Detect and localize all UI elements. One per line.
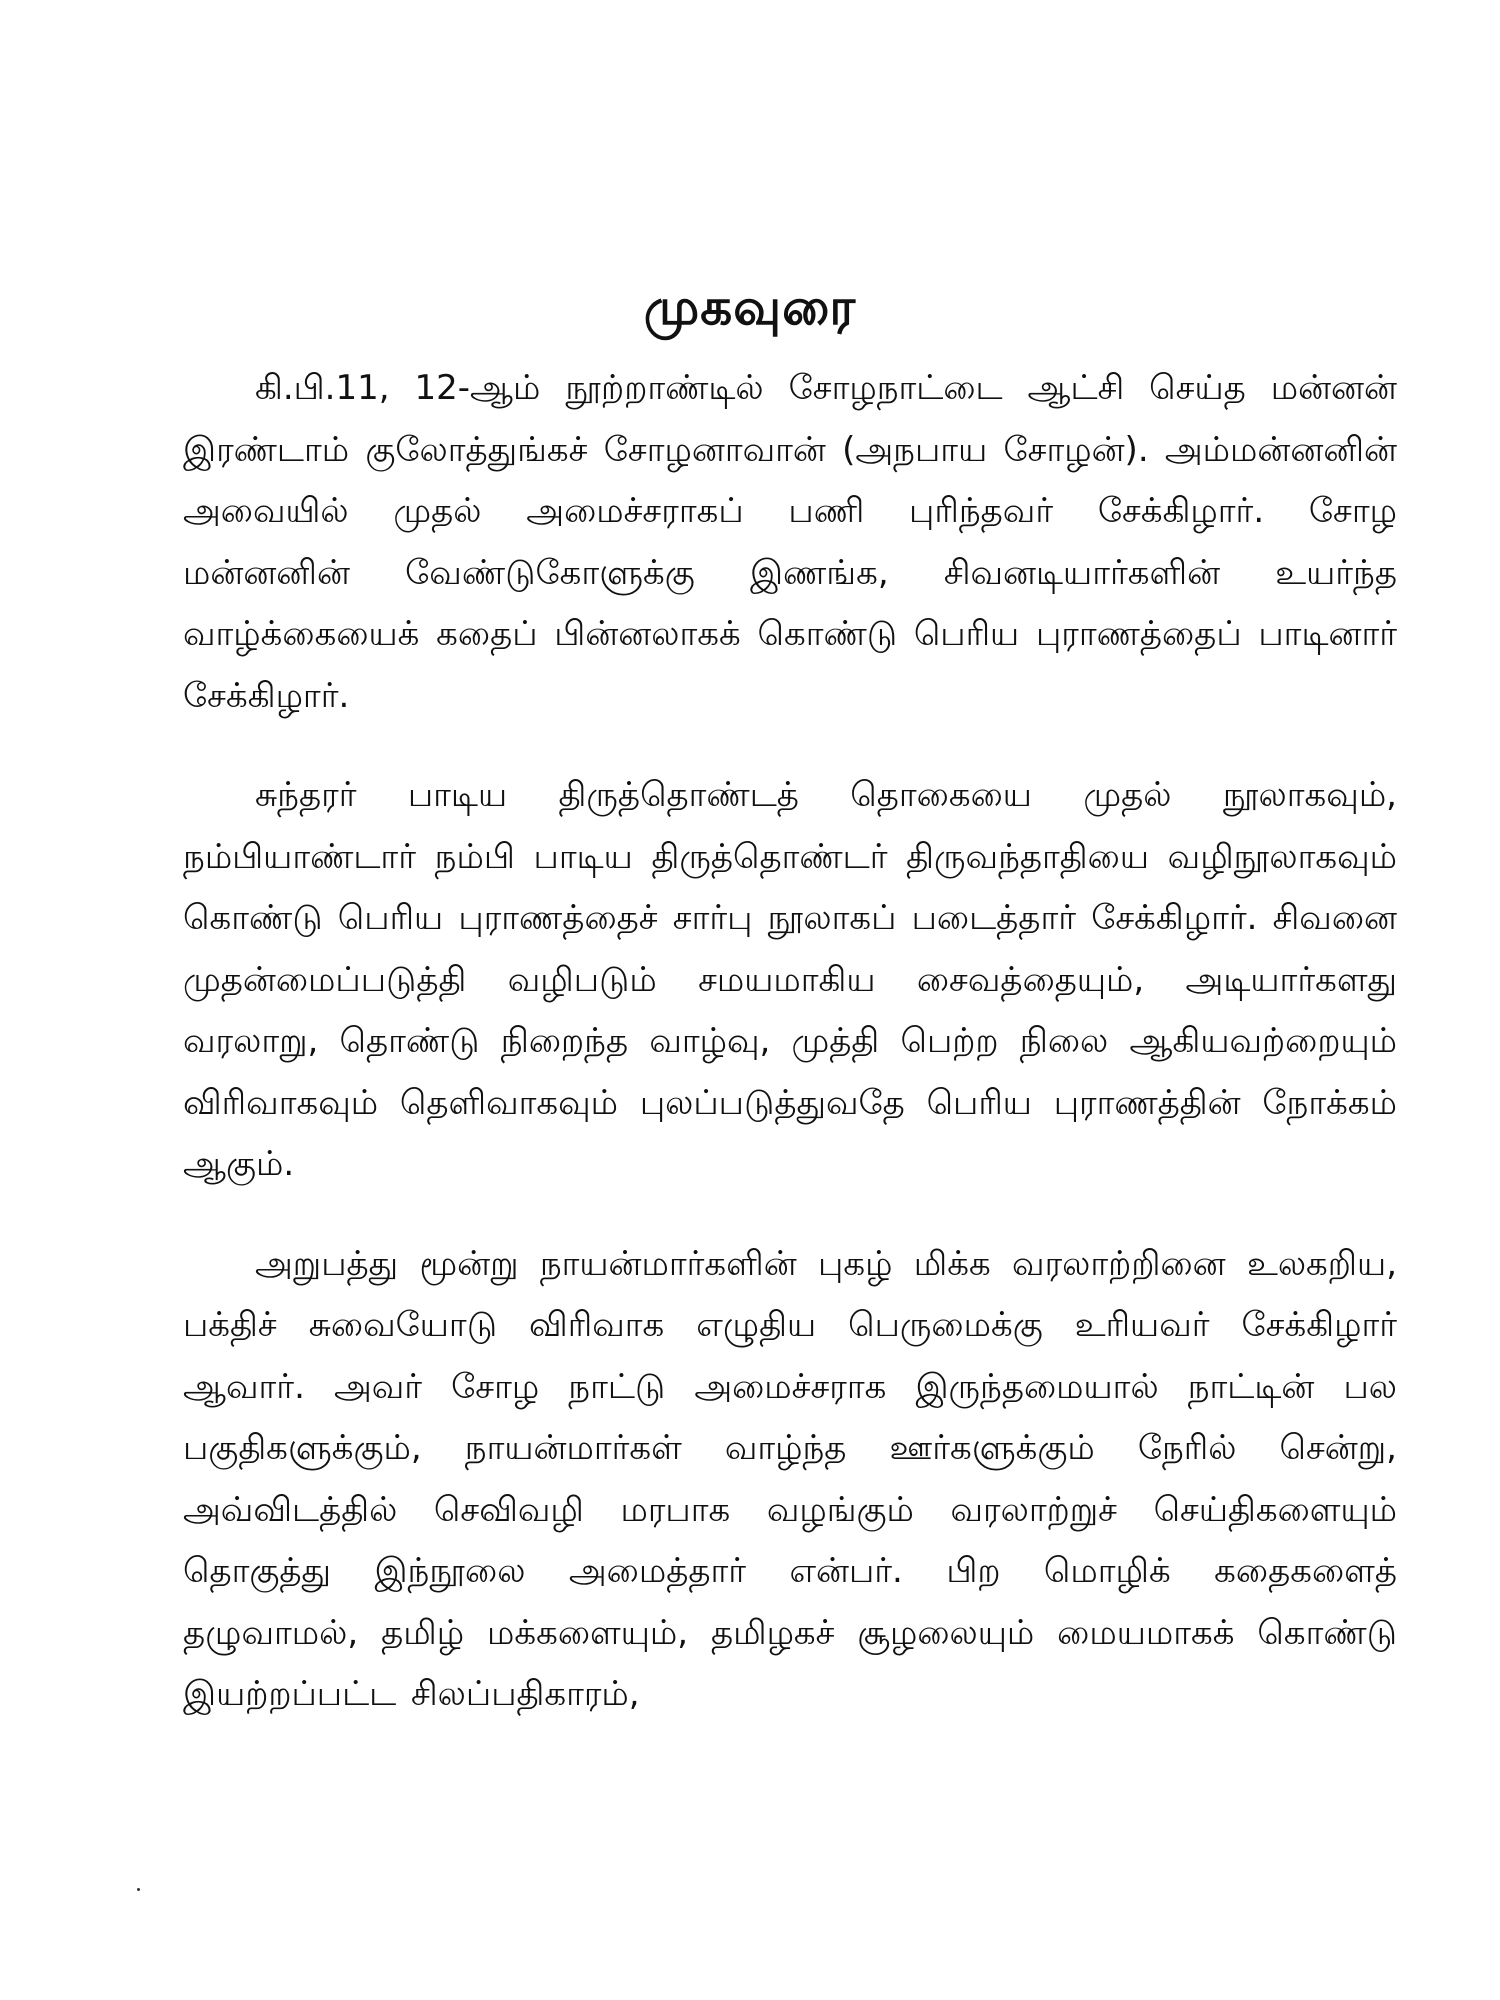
body-text: [183, 358, 1397, 1726]
page-title: முகவுரை: [643, 278, 857, 336]
paragraph-3: அறுபத்து மூன்று நாயன்மார்களின் புகழ் மிக்க வரலாற்றினை உலகறிய, பக்திச் சுவையோடு விரிவாக எழுதிய பெருமைக்கு உரியவர் சேக்கிழார் ஆவார். அவர் சோழ நாட்டு அமைச்சராக இருந்தமையால் நாட்டின் பல பகுதிகளுக்கும், நாயன்மார்கள் வாழ்ந்த ஊர்களுக்கும் நேரில் சென்று, அவ்விடத்தில் செவிவழி மரபாக வழங்கும் வரலாற்றுச் செய்திகளையும் தொகுத்து இந்நூலை அமைத்தார் என்பர். பிற மொழிக் கதைகளைத் தழுவாமல், தமிழ் மக்களையும், தமிழகச் சூழலையும் மையமாகக் கொண்டு இயற்றப்பட்ட சிலப்பதிகாரம்,: [183, 1243, 1397, 1714]
paragraph-2: சுந்தரர் பாடிய திருத்தொண்டத் தொகையை முதல் நூலாகவும், நம்பியாண்டார் நம்பி பாடிய திருத்தொண்டர் திருவந்தாதியை வழிநூலாகவும் கொண்டு பெரிய புராணத்தைச் சார்பு நூலாகப் படைத்தார் சேக்கிழார். சிவனை முதன்மைப்படுத்தி வழிபடும் சமயமாகிய சைவத்தையும், அடியார்களது வரலாறு, தொண்டு நிறைந்த வாழ்வு, முத்தி பெற்ற நிலை ஆகியவற்றையும் விரிவாகவும் தெளிவாகவும் புலப்படுத்துவதே பெரிய புராணத்தின் நோக்கம் ஆகும்.: [183, 775, 1397, 1184]
stray-ink-dot: [137, 1888, 140, 1891]
paragraph-1: கி.பி.11, 12-ஆம் நூற்றாண்டில் சோழநாட்டை ஆட்சி செய்த மன்னன் இரண்டாம் குலோத்துங்கச் சோழனாவான் (அநபாய சோழன்). அம்மன்னனின் அவையில் முதல் அமைச்சராகப் பணி புரிந்தவர் சேக்கிழார். சோழ மன்னனின் வேண்டுகோளுக்கு இணங்க, சிவனடியார்களின் உயர்ந்த வாழ்க்கையைக் கதைப் பின்னலாகக் கொண்டு பெரிய புராணத்தைப் பாடினார் சேக்கிழார்.: [183, 368, 1397, 716]
